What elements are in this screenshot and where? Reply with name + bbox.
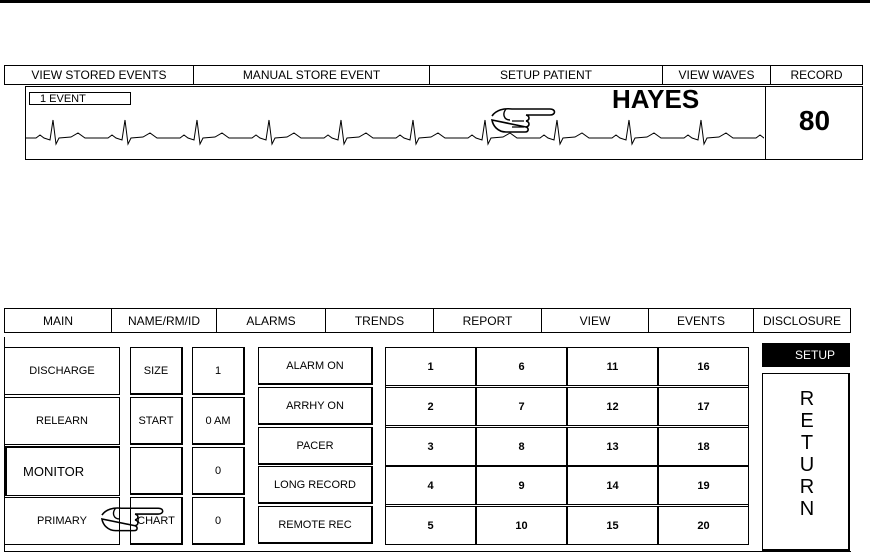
blank-value[interactable]: 0	[192, 447, 245, 495]
pacer-button[interactable]: PACER	[258, 427, 373, 465]
setup-patient-button[interactable]: SETUP PATIENT	[429, 65, 663, 85]
primary-button[interactable]: PRIMARY	[4, 497, 120, 545]
alarm-on-button[interactable]: ALARM ON	[258, 347, 373, 385]
return-letter: U	[799, 454, 815, 476]
tab-name-rm-id[interactable]: NAME/RM/ID	[111, 308, 217, 333]
top-divider	[0, 0, 870, 3]
blank-button[interactable]	[130, 447, 183, 495]
pointing-hand-icon	[490, 102, 562, 134]
grid-cell-3[interactable]: 3	[385, 427, 476, 466]
ecg-waveform	[26, 110, 764, 158]
grid-cell-13[interactable]: 13	[567, 427, 658, 466]
remote-rec-button[interactable]: REMOTE REC	[258, 506, 373, 544]
grid-cell-15[interactable]: 15	[567, 506, 658, 545]
monitor-button[interactable]: MONITOR	[4, 446, 120, 496]
grid-cell-14[interactable]: 14	[567, 466, 658, 505]
grid-cell-6[interactable]: 6	[476, 347, 567, 386]
tab-disclosure[interactable]: DISCLOSURE	[753, 308, 851, 333]
grid-cell-5[interactable]: 5	[385, 506, 476, 545]
long-record-button[interactable]: LONG RECORD	[258, 466, 373, 504]
grid-cell-20[interactable]: 20	[658, 506, 749, 545]
pointing-hand-icon	[100, 501, 170, 533]
grid-cell-17[interactable]: 17	[658, 387, 749, 426]
grid-cell-11[interactable]: 11	[567, 347, 658, 386]
relearn-button[interactable]: RELEARN	[4, 397, 120, 445]
tab-main[interactable]: MAIN	[4, 308, 112, 333]
tab-events[interactable]: EVENTS	[648, 308, 754, 333]
grid-cell-4[interactable]: 4	[385, 466, 476, 505]
size-button[interactable]: SIZE	[130, 347, 183, 395]
grid-cell-7[interactable]: 7	[476, 387, 567, 426]
return-letter: R	[799, 476, 815, 498]
discharge-button[interactable]: DISCHARGE	[4, 347, 120, 395]
return-letter: T	[800, 432, 814, 454]
event-count-label: 1 EVENT	[29, 92, 131, 105]
chart-button[interactable]: CHART	[130, 497, 183, 545]
tab-view[interactable]: VIEW	[541, 308, 649, 333]
record-button[interactable]: RECORD	[770, 65, 863, 85]
grid-cell-18[interactable]: 18	[658, 427, 749, 466]
manual-store-event-button[interactable]: MANUAL STORE EVENT	[193, 65, 430, 85]
tab-trends[interactable]: TRENDS	[325, 308, 434, 333]
start-button[interactable]: START	[130, 397, 183, 445]
arrhy-on-button[interactable]: ARRHY ON	[258, 387, 373, 425]
view-waves-button[interactable]: VIEW WAVES	[662, 65, 771, 85]
grid-cell-8[interactable]: 8	[476, 427, 567, 466]
setup-header: SETUP	[762, 343, 850, 367]
return-label	[763, 388, 851, 520]
grid-cell-2[interactable]: 2	[385, 387, 476, 426]
start-value[interactable]: 0 AM	[192, 397, 245, 445]
return-letter: N	[799, 498, 815, 520]
chart-value[interactable]: 0	[192, 497, 245, 545]
grid-cell-1[interactable]: 1	[385, 347, 476, 386]
size-value[interactable]: 1	[192, 347, 245, 395]
grid-cell-10[interactable]: 10	[476, 506, 567, 545]
return-button[interactable]	[762, 373, 850, 551]
return-letter: E	[800, 410, 814, 432]
tab-report[interactable]: REPORT	[433, 308, 542, 333]
grid-cell-19[interactable]: 19	[658, 466, 749, 505]
view-stored-events-button[interactable]: VIEW STORED EVENTS	[4, 65, 194, 85]
patient-name: HAYES	[612, 84, 700, 114]
tab-alarms[interactable]: ALARMS	[216, 308, 326, 333]
return-letter: R	[799, 388, 815, 410]
grid-cell-16[interactable]: 16	[658, 347, 749, 386]
grid-cell-12[interactable]: 12	[567, 387, 658, 426]
grid-cell-9[interactable]: 9	[476, 466, 567, 505]
heart-rate-value: 80	[798, 105, 831, 136]
